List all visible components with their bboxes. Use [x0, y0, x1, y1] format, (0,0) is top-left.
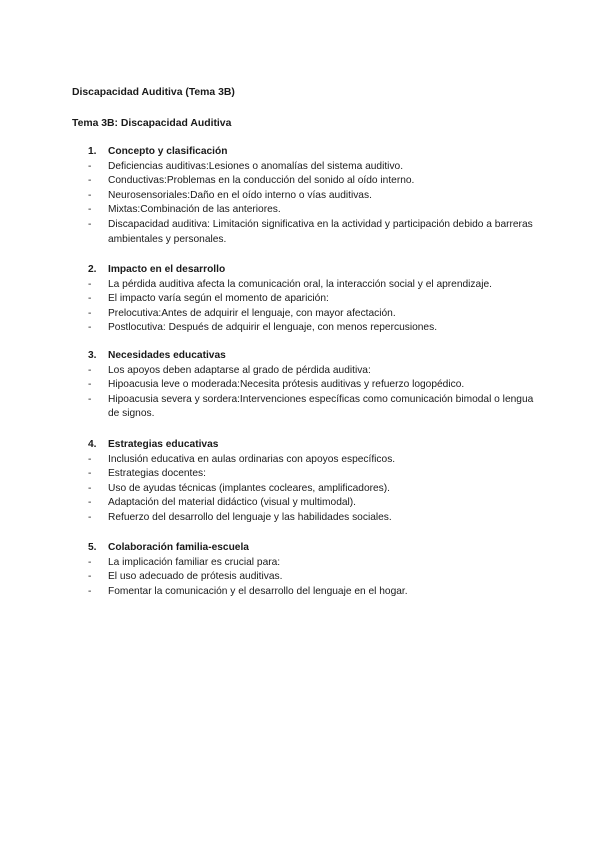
- list-item: - Conductivas:Problemas en la conducción del sonido al oído interno.: [88, 174, 538, 189]
- list-item: - Hipoacusia leve o moderada:Necesita prótesis auditivas y refuerzo logopédico.: [88, 378, 538, 393]
- section-number: 5.: [88, 542, 97, 553]
- section-title: Colaboración familia-escuela: [108, 542, 249, 553]
- section-colaboracion: [88, 541, 538, 599]
- bullet-dash: -: [88, 453, 92, 465]
- bullet-list: [88, 160, 538, 248]
- bullet-dash: -: [88, 393, 92, 405]
- section-title: Concepto y clasificación: [108, 146, 228, 157]
- bullet-dash: -: [88, 322, 92, 334]
- bullet-dash: -: [88, 511, 92, 523]
- bullet-dash: -: [88, 585, 92, 597]
- list-item: - Estrategias docentes:: [88, 467, 538, 482]
- bullet-dash: -: [88, 379, 92, 391]
- section-heading: [88, 438, 538, 453]
- bullet-dash: -: [88, 218, 92, 230]
- section-number: 2.: [88, 264, 97, 275]
- bullet-dash: -: [88, 175, 92, 187]
- bullet-dash: -: [88, 571, 92, 583]
- list-item: - Los apoyos deben adaptarse al grado de pérdida auditiva:: [88, 364, 538, 379]
- bullet-dash: -: [88, 482, 92, 494]
- bullet-dash: -: [88, 189, 92, 201]
- list-item: - Postlocutiva: Después de adquirir el lenguaje, con menos repercusiones.: [88, 321, 538, 336]
- section-impacto: [88, 263, 538, 336]
- list-item: - Inclusión educativa en aulas ordinarias con apoyos específicos.: [88, 453, 538, 468]
- list-item: - Adaptación del material didáctico (visual y multimodal).: [88, 496, 538, 511]
- list-item: - El impacto varía según el momento de aparición:: [88, 292, 538, 307]
- list-item: - Fomentar la comunicación y el desarrollo del lenguaje en el hogar.: [88, 585, 538, 600]
- list-item: - Mixtas:Combinación de las anteriores.: [88, 203, 538, 218]
- section-number: 1.: [88, 146, 97, 157]
- section-heading: [88, 349, 538, 364]
- bullet-dash: -: [88, 468, 92, 480]
- document-subtitle: Tema 3B: Discapacidad Auditiva: [72, 118, 232, 129]
- document-title: Discapacidad Auditiva (Tema 3B): [72, 87, 235, 98]
- list-item: - Neurosensoriales:Daño en el oído interno o vías auditivas.: [88, 189, 538, 204]
- bullet-dash: -: [88, 278, 92, 290]
- bullet-list: [88, 364, 538, 422]
- bullet-dash: -: [88, 556, 92, 568]
- list-item: - Discapacidad auditiva: Limitación significativa en la actividad y participación debido a barreras ambientales y personales.: [88, 218, 538, 247]
- list-item: - La pérdida auditiva afecta la comunicación oral, la interacción social y el aprendizaje.: [88, 278, 538, 293]
- list-item: - Prelocutiva:Antes de adquirir el lenguaje, con mayor afectación.: [88, 307, 538, 322]
- bullet-dash: -: [88, 204, 92, 216]
- section-title: Impacto en el desarrollo: [108, 264, 226, 275]
- bullet-dash: -: [88, 293, 92, 305]
- list-item: - Deficiencias auditivas:Lesiones o anomalías del sistema auditivo.: [88, 160, 538, 175]
- list-item: - La implicación familiar es crucial para:: [88, 556, 538, 571]
- bullet-list: [88, 278, 538, 336]
- bullet-dash: -: [88, 497, 92, 509]
- section-necesidades: [88, 349, 538, 422]
- section-title: Necesidades educativas: [108, 350, 226, 361]
- bullet-dash: -: [88, 364, 92, 376]
- section-heading: [88, 145, 538, 160]
- bullet-dash: -: [88, 307, 92, 319]
- bullet-dash: -: [88, 160, 92, 172]
- section-number: 3.: [88, 350, 97, 361]
- section-heading: [88, 263, 538, 278]
- section-number: 4.: [88, 439, 97, 450]
- list-item: - El uso adecuado de prótesis auditivas.: [88, 570, 538, 585]
- bullet-list: [88, 453, 538, 526]
- section-title: Estrategias educativas: [108, 439, 219, 450]
- section-concepto: [88, 145, 538, 247]
- section-heading: [88, 541, 538, 556]
- list-item: - Refuerzo del desarrollo del lenguaje y las habilidades sociales.: [88, 511, 538, 526]
- bullet-list: [88, 556, 538, 600]
- list-item: - Uso de ayudas técnicas (implantes cocleares, amplificadores).: [88, 482, 538, 497]
- list-item: - Hipoacusia severa y sordera:Intervenciones específicas como comunicación bimodal o lengua de signos.: [88, 393, 538, 422]
- section-estrategias: [88, 438, 538, 526]
